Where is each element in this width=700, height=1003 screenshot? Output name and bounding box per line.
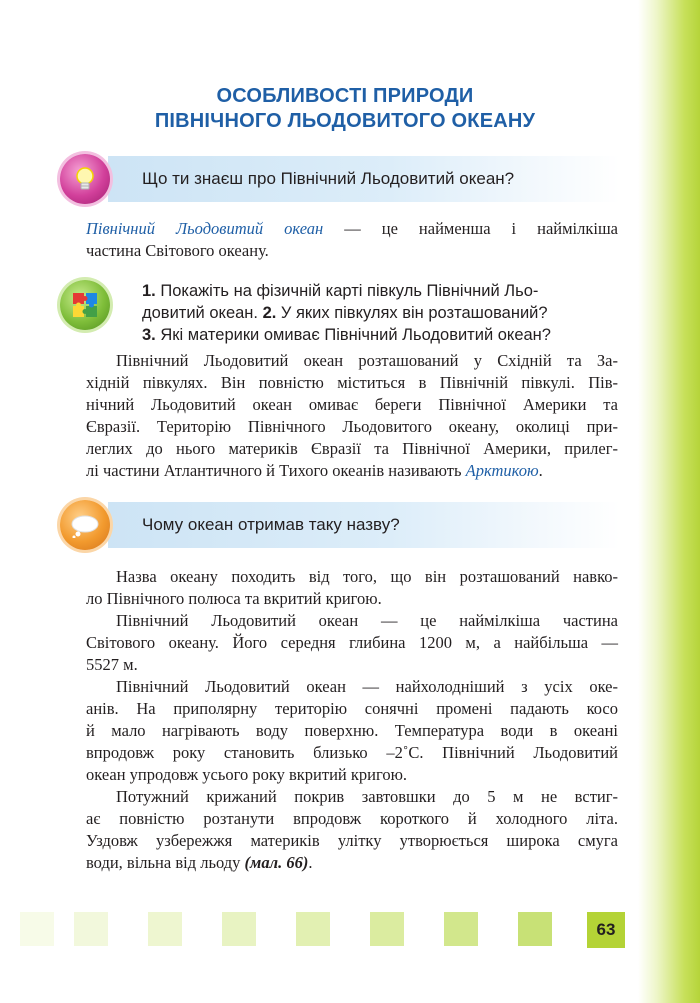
decor-square	[222, 912, 256, 946]
p4-line-1: Північний Льодовитий океан — найхолодніший з усіх оке-	[116, 677, 618, 696]
p5-line-1: Потужний крижаний покрив завтовшки до 5 м не встиг-	[116, 787, 618, 806]
arctic-term: Арктикою	[465, 461, 539, 480]
decor-square	[148, 912, 182, 946]
task-line-3: Які материки омиває Північний Льодовитий океан?	[155, 326, 551, 344]
thought-cloud-icon	[60, 500, 110, 550]
p1-line-2: хідній півкулях. Він повністю міститься в Північній півкулі. Пів-	[86, 373, 618, 392]
task-block	[142, 280, 620, 346]
p1-line-6b: .	[538, 461, 543, 480]
p5-line-3: Уздовж узбережжя материків улітку утворюється широка смуга	[86, 831, 618, 850]
definition-line-2: частина Світового океану.	[86, 241, 269, 260]
title-line-2: ПІВНІЧНОГО ЛЬОДОВИТОГО ОКЕАНУ	[154, 110, 536, 132]
side-decor-bar	[638, 0, 700, 1003]
p3-line-2: Світового океану. Його середня глибина 1200 м, а найбільша —	[86, 633, 618, 652]
decor-square	[444, 912, 478, 946]
p5-line-4a: води, вільна від льоду	[86, 853, 245, 872]
task-num-1: 1.	[142, 282, 156, 300]
task-line-1: Покажіть на фізичній карті півкуль Північний Льо-	[155, 282, 539, 300]
definition-rest: — це найменша і наймілкіша	[323, 219, 619, 238]
decor-square	[74, 912, 108, 946]
paragraph-4	[86, 676, 618, 786]
question-1-text: Що ти знаєш про Північний Льодовитий океан?	[142, 169, 515, 188]
p4-line-2: анів. На приполярну територію сонячні промені падають косо	[86, 699, 618, 718]
p1-line-1: Північний Льодовитий океан розташований у Східній та За-	[116, 351, 618, 370]
p4-line-3: й мало нагрівають воду поверхню. Температура води в океані	[86, 721, 618, 740]
decor-square	[296, 912, 330, 946]
paragraph-1	[86, 350, 618, 482]
decor-square	[20, 912, 54, 946]
paragraph-5	[86, 786, 618, 874]
page-title	[60, 84, 630, 134]
puzzle-icon	[60, 280, 110, 330]
p5-line-4b: .	[308, 853, 313, 872]
decor-square	[370, 912, 404, 946]
p1-line-3: нічний Льодовитий океан омиває береги Північної Америки та	[86, 395, 618, 414]
task-line-2a: довитий океан.	[142, 304, 263, 322]
task-num-2: 2.	[262, 304, 277, 322]
p3-line-3: 5527 м.	[86, 655, 138, 674]
p2-line-1: Назва океану походить від того, що він розташований навко-	[116, 567, 618, 586]
p1-line-4: Євразії. Територію Північного Льодовитого океану, околиці при-	[86, 417, 618, 436]
paragraph-3	[86, 610, 618, 676]
p4-line-5: океан упродовж усього року вкритий кригою.	[86, 765, 408, 784]
definition-paragraph	[86, 218, 618, 262]
page-number: 63	[587, 912, 625, 948]
paragraph-2	[86, 566, 618, 610]
title-line-1: ОСОБЛИВОСТІ ПРИРОДИ	[216, 85, 474, 107]
p1-line-5: леглих до нього материків Євразії та Північної Америки, прилег-	[86, 439, 618, 458]
task-num-3: 3.	[142, 326, 156, 344]
p2-line-2: ло Північного полюса та вкритий кригою.	[86, 589, 382, 608]
decor-square	[518, 912, 552, 946]
question-2-text: Чому океан отримав таку назву?	[142, 515, 400, 534]
lightbulb-icon	[60, 154, 110, 204]
task-line-2b: У яких півкулях він розташований?	[276, 304, 548, 322]
p5-line-2: ає повністю розтанути впродовж короткого й холодного літа.	[86, 809, 618, 828]
p3-line-1: Північний Льодовитий океан — це наймілкіша частина	[116, 611, 618, 630]
p4-line-4: впродовж року становить близько –2˚С. Північний Льодовитий	[86, 743, 618, 762]
definition-term: Північний Льодовитий океан	[86, 219, 324, 238]
p1-line-6a: лі частини Атлантичного й Тихого океанів називають	[86, 461, 466, 480]
figure-reference: (мал. 66)	[244, 853, 309, 872]
